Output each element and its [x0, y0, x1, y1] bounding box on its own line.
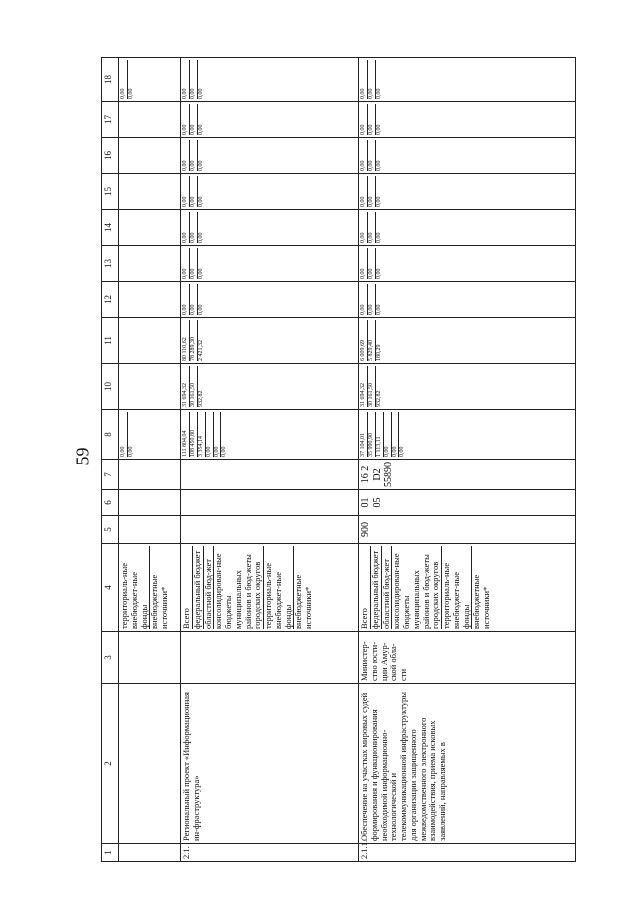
value-cell: [181, 282, 359, 318]
cell-empty: [119, 102, 181, 138]
value: 0,00: [367, 248, 375, 279]
project-name: Региональный проект «Информационная ин-фраструктура»: [181, 684, 359, 844]
table-row-project: [181, 58, 359, 862]
value: 0,00: [182, 268, 188, 279]
cell-empty: [119, 318, 181, 364]
value: 0,00: [127, 412, 135, 457]
value: 0,00: [205, 412, 213, 457]
header-cell: 15: [102, 174, 119, 210]
source-item: областной бюд-жет: [381, 546, 392, 629]
value-cell: [359, 174, 576, 210]
page-number: 59: [72, 447, 93, 466]
value-cell: [181, 364, 359, 410]
value: 0,00: [367, 104, 375, 135]
header-cell: 4: [102, 544, 119, 632]
source-item: территориаль-ные внебюджет-ные фонды: [441, 546, 471, 629]
value: 0,00: [197, 140, 205, 171]
value: 0,00: [375, 140, 383, 171]
header-cell: 11: [102, 318, 119, 364]
value: 0,00: [182, 196, 188, 207]
value: 0,00: [360, 304, 366, 315]
rotated-table-wrapper: [101, 72, 576, 862]
header-cell: 5: [102, 516, 119, 544]
header-cell: 18: [102, 58, 119, 102]
cell-empty: [119, 138, 181, 174]
value: 0,00: [189, 248, 197, 279]
value: 111 804,04: [182, 430, 188, 457]
value: 0,00: [367, 284, 375, 315]
row-number: 2.1.1.: [359, 844, 576, 862]
cell-empty: [119, 490, 181, 516]
value: 35 990,90: [367, 412, 375, 457]
header-cell: 12: [102, 282, 119, 318]
value: 0,00: [375, 284, 383, 315]
source-item: внебюджетные источники*: [149, 546, 170, 629]
source-list: [119, 544, 181, 632]
value: 932,82: [375, 366, 383, 407]
value: 0,00: [197, 104, 205, 135]
value-cell: [181, 246, 359, 282]
cell-empty: [181, 490, 359, 516]
code-grbs: 900: [359, 516, 576, 544]
value-cell: [359, 318, 576, 364]
value: 0,00: [189, 60, 197, 99]
table-row-event: [359, 58, 576, 862]
source-item: федеральный бюджет: [370, 546, 381, 629]
value: 0,00: [360, 160, 366, 171]
value: 0,00: [189, 284, 197, 315]
value: 0,00: [197, 248, 205, 279]
value: 0,00: [367, 176, 375, 207]
value-cell: [181, 410, 359, 460]
source-list: [359, 544, 576, 632]
value: 0,00: [383, 412, 391, 457]
value: 37 104,01: [360, 433, 366, 457]
header-cell: 1: [102, 844, 119, 862]
value: 0,00: [120, 446, 126, 457]
source-item: консолидирован-ные бюджеты муниципальных районов и бюд-жеты городских округов: [391, 546, 441, 629]
value: 0,00: [182, 304, 188, 315]
value-cell: [359, 58, 576, 102]
cell-empty: [119, 632, 181, 684]
value-cell: [181, 174, 359, 210]
value: 0,00: [391, 412, 399, 457]
value-cell: [359, 210, 576, 246]
value: 180,29: [375, 320, 383, 361]
code-target: 16 2 D2 55890: [359, 460, 576, 490]
header-cell: 3: [102, 632, 119, 684]
value: 0,00: [360, 268, 366, 279]
budget-table: [101, 57, 576, 862]
value-cell: [181, 138, 359, 174]
value: 0,00: [197, 60, 205, 99]
cell-empty: [181, 460, 359, 490]
source-item: внебюджетные источники*: [471, 546, 492, 629]
value: 0,00: [127, 60, 135, 99]
value: 78 289,30: [189, 320, 197, 361]
value: 31 694,32: [182, 383, 188, 407]
value: 0,00: [375, 104, 383, 135]
cell-empty: [119, 844, 181, 862]
value: 0,00: [360, 196, 366, 207]
value: 0,00: [360, 232, 366, 243]
value: 0,00: [182, 88, 188, 99]
value: 31 694,32: [360, 383, 366, 407]
cell-empty: [181, 632, 359, 684]
value: 108 450,80: [189, 412, 197, 457]
value: 0,00: [360, 124, 366, 135]
value-cell: [181, 58, 359, 102]
value: 6 009,69: [360, 340, 366, 361]
cell-empty: [181, 516, 359, 544]
row-number: 2.1.: [181, 844, 359, 862]
source-item: территориаль-ные внебюджет-ные фонды: [119, 562, 149, 629]
value: 0,00: [367, 140, 375, 171]
value: 0,00: [213, 412, 221, 457]
value: 80 110,62: [182, 337, 188, 361]
cell-empty: [119, 174, 181, 210]
cell-empty: [119, 460, 181, 490]
header-cell: 8: [102, 410, 119, 460]
header-cell: 14: [102, 210, 119, 246]
header-cell: 17: [102, 102, 119, 138]
value: 0,00: [120, 88, 126, 99]
source-item: федеральный бюджет: [192, 546, 203, 629]
value: 0,00: [375, 248, 383, 279]
value: 0,00: [367, 60, 375, 99]
cell-empty: [119, 516, 181, 544]
value: 0,00: [375, 212, 383, 243]
value: 0,00: [197, 284, 205, 315]
value-cell: [181, 102, 359, 138]
code-section: 01 05: [359, 490, 576, 516]
cell-empty: [119, 282, 181, 318]
value-cell: [359, 246, 576, 282]
value: 0,00: [189, 176, 197, 207]
value: 0,00: [189, 212, 197, 243]
source-item: Всего: [359, 608, 369, 629]
value: 0,00: [197, 212, 205, 243]
value: 0,00: [220, 412, 228, 457]
header-cell: 2: [102, 684, 119, 844]
value: 0,00: [182, 160, 188, 171]
value: 0,00: [360, 88, 366, 99]
value-cell: [359, 364, 576, 410]
source-item: областной бюд-жет: [203, 546, 214, 629]
source-item: внебюджетные источники*: [293, 546, 314, 629]
value: 5 829,40: [367, 320, 375, 361]
value-cell: [359, 102, 576, 138]
value: 30 161,50: [189, 366, 197, 407]
cell-empty: [119, 684, 181, 844]
source-item: территориаль-ные внебюджет-ные фонды: [263, 546, 293, 629]
table-row-continuation: [119, 58, 181, 862]
value: 1 113,11: [375, 412, 383, 457]
value-cell: [359, 282, 576, 318]
value-cell: [181, 318, 359, 364]
value: 2 421,32: [197, 320, 205, 361]
value: 0,00: [197, 176, 205, 207]
value: 0,00: [398, 412, 406, 457]
value: 0,00: [189, 140, 197, 171]
value: 0,00: [182, 124, 188, 135]
value: 30 161,50: [367, 366, 375, 407]
source-item: Всего: [181, 608, 191, 629]
header-cell: 10: [102, 364, 119, 410]
event-name: Обеспечение на участках мировых судей формирования и функционирования необходимой информационно-технологической и телекоммуникационной инфраструктуры для организации защищенного межведомственного электронного взаимодействия, приема исковых заявлений, направляемых в: [359, 684, 576, 844]
header-cell: 16: [102, 138, 119, 174]
executor: Министер-ство юсти-ции Амур-ской обла-сти: [359, 632, 576, 684]
value-cell: [359, 138, 576, 174]
value-cell: [119, 410, 181, 460]
cell-empty: [119, 246, 181, 282]
value: 0,00: [367, 212, 375, 243]
value-cell: [119, 58, 181, 102]
header-cell: 6: [102, 490, 119, 516]
value: 0,00: [189, 104, 197, 135]
value: 0,00: [375, 60, 383, 99]
cell-empty: [119, 364, 181, 410]
value: 932,82: [197, 366, 205, 407]
header-cell: 7: [102, 460, 119, 490]
source-list: [181, 544, 359, 632]
source-item: консолидирован-ные бюджеты муниципальных районов и бюд-жеты городских округов: [213, 546, 263, 629]
header-row: [102, 58, 119, 862]
value-cell: [181, 210, 359, 246]
value: 3 354,14: [197, 412, 205, 457]
value: 0,00: [182, 232, 188, 243]
cell-empty: [119, 210, 181, 246]
value-cell: [359, 410, 576, 460]
value: 0,00: [375, 176, 383, 207]
header-cell: 13: [102, 246, 119, 282]
